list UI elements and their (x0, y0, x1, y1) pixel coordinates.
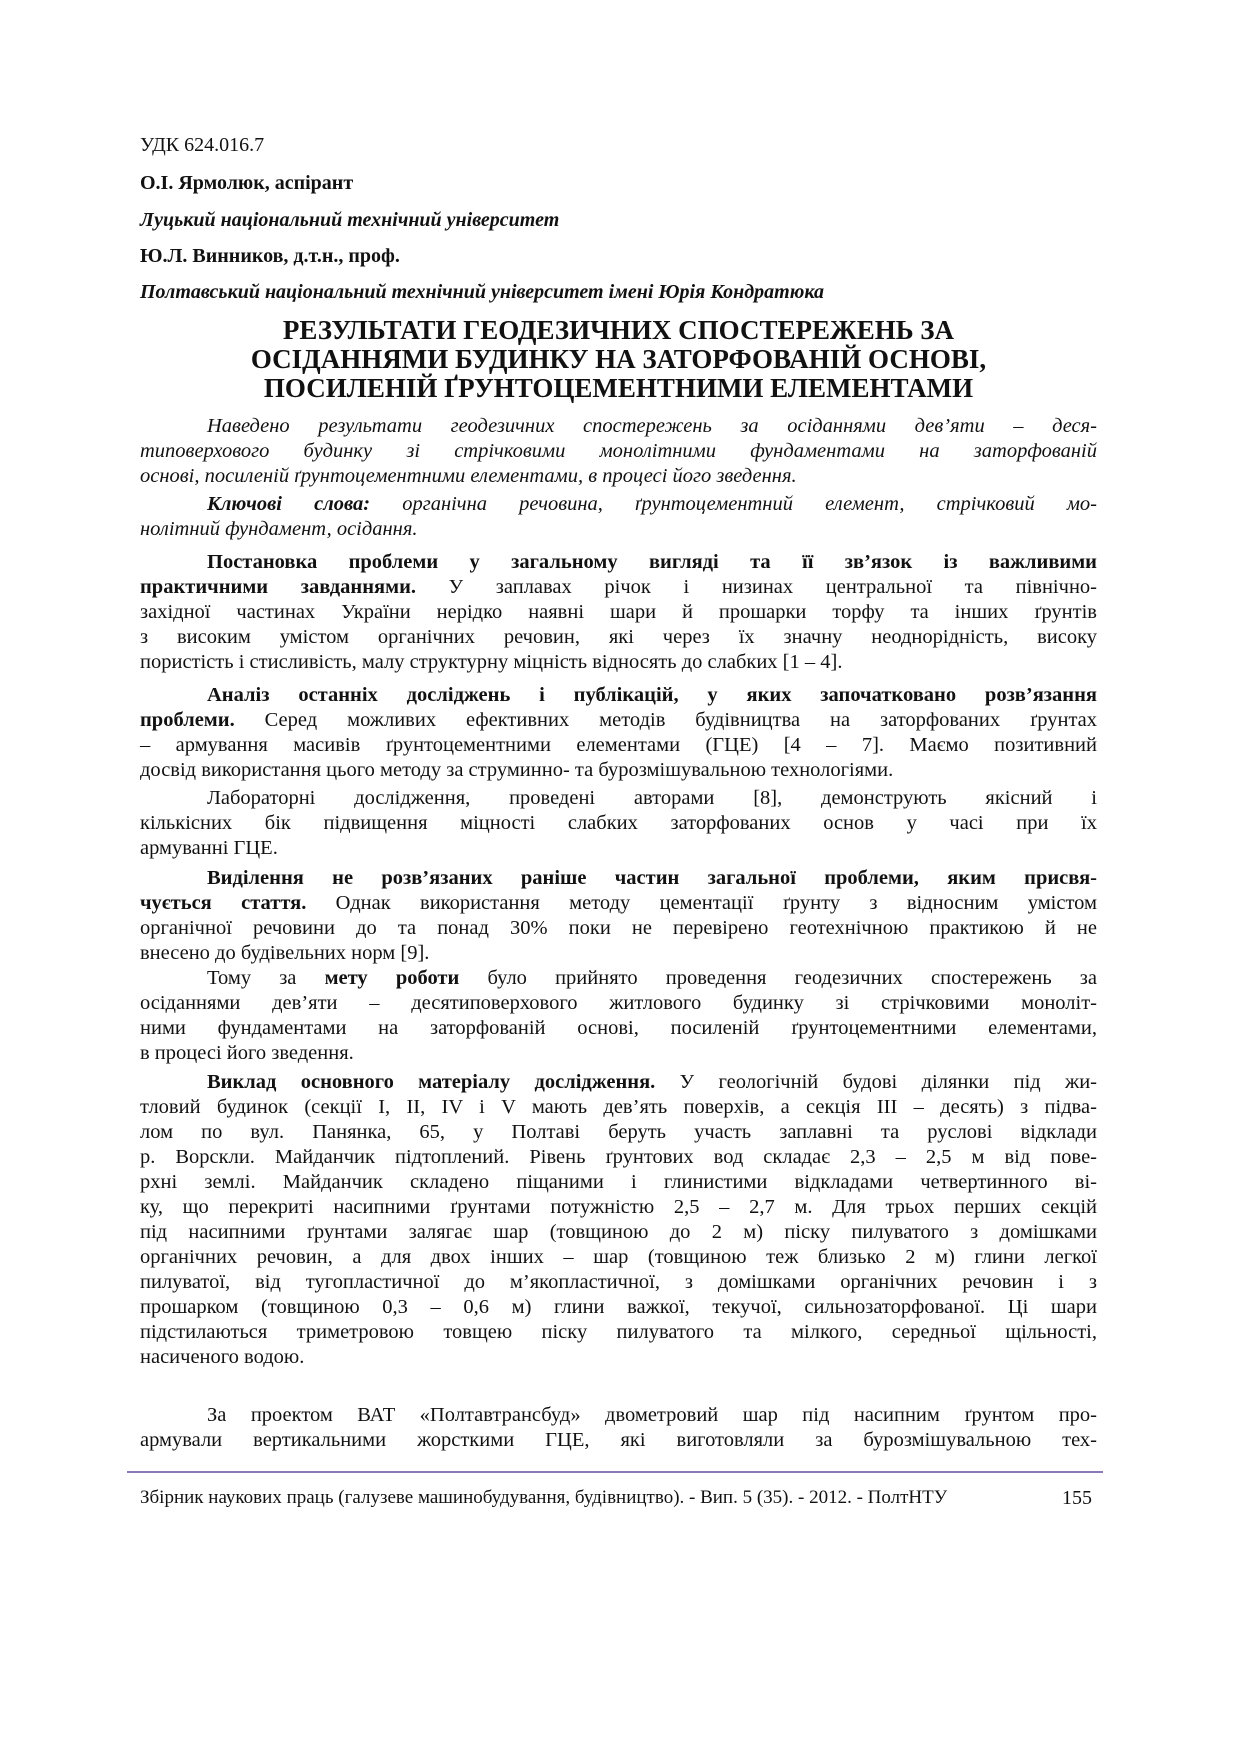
text-line (140, 786, 1097, 811)
text-line (140, 1320, 1097, 1345)
text-line (140, 683, 1097, 708)
text-run: ними фундаментами на заторфованій основі, посиленій ґрунтоцементними елементами, (140, 1017, 1097, 1039)
text-run: в процесі його зведення. (140, 1042, 354, 1064)
paragraph-unsolved-parts (140, 866, 1097, 966)
journal-footer: Збірник наукових праць (галузеве машинобудування, будівництво). - Вип. 5 (35). - 2012. - ПолтНТУ (140, 1487, 948, 1508)
bold-run: Ключові слова: (207, 493, 371, 515)
bold-run: Виклад основного матеріалу дослідження. (207, 1071, 656, 1093)
text-line (140, 1041, 1097, 1066)
text-line (140, 1295, 1097, 1320)
text-line (140, 836, 1097, 861)
text-run: насиченого водою. (140, 1346, 305, 1368)
text-line (140, 966, 1097, 991)
text-run: під насипними ґрунтами залягає шар (товщиною до 2 м) піску пилуватого з домішками (140, 1221, 1097, 1243)
text-line (140, 1345, 1097, 1370)
bold-run: проблеми. (140, 709, 235, 731)
title-line: РЕЗУЛЬТАТИ ГЕОДЕЗИЧНИХ СПОСТЕРЕЖЕНЬ ЗА (282, 315, 955, 345)
paragraph-work-goal (140, 966, 1097, 1066)
text-line (140, 941, 1097, 966)
text-run: Лабораторні дослідження, проведені авторами [8], демонструють якісний і (207, 787, 1097, 809)
title-line: ПОСИЛЕНІЙ ҐРУНТОЦЕМЕНТНИМИ ЕЛЕМЕНТАМИ (263, 373, 974, 403)
bold-run: Постановка проблеми у загальному вигляді та її зв’язок із важливими (207, 551, 1097, 573)
author-1: О.І. Ярмолюк, аспірант (140, 172, 354, 194)
text-line (140, 650, 1097, 675)
bold-run: мету роботи (324, 967, 460, 989)
paragraph-main-material (140, 1070, 1097, 1370)
text-run: Однак використання методу цементації ґрунту з відносним умістом (306, 892, 1097, 914)
text-line (140, 600, 1097, 625)
paragraph-project-description (140, 1403, 1097, 1453)
text-line (140, 1220, 1097, 1245)
text-run: нолітний фундамент, осідання. (140, 518, 418, 540)
paragraph-literature-review (140, 683, 1097, 783)
text-run: У геологічній будові ділянки під жи- (655, 1071, 1097, 1093)
text-line (140, 891, 1097, 916)
text-run: органічних речовин, а для двох інших – шар (товщиною теж близько 2 м) глини легкої (140, 1246, 1097, 1268)
author-2: Ю.Л. Винников, д.т.н., проф. (140, 245, 400, 267)
text-line (140, 811, 1097, 836)
page-number: 155 (1062, 1487, 1092, 1509)
text-run: У заплавах річок і низинах центральної та північно- (416, 576, 1097, 598)
text-line (140, 1070, 1097, 1095)
text-run: пилуватої, від тугопластичної до м’якопластичної, з домішками органічних речовин і з (140, 1271, 1097, 1293)
text-run: осіданнями дев’яти – десятиповерхового житлового будинку зі стрічковими моноліт- (140, 992, 1097, 1014)
text-run: з високим умістом органічних речовин, які через їх значну неоднорідність, високу (140, 626, 1097, 648)
text-run: лом по вул. Панянка, 65, у Полтаві беруть участь заплавні та руслові відклади (140, 1121, 1097, 1143)
text-line (140, 708, 1097, 733)
text-run: ку, що перекриті насипними ґрунтами потужністю 2,5 – 2,7 м. Для трьох перших секцій (140, 1196, 1097, 1218)
footer-divider (127, 1471, 1103, 1473)
text-run: р. Ворскли. Майданчик підтоплений. Рівень ґрунтових вод складає 2,3 – 2,5 м від пове- (140, 1146, 1097, 1168)
bold-run: практичними завданнями. (140, 576, 417, 598)
text-line (140, 1120, 1097, 1145)
text-run: Наведено результати геодезичних спостережень за осіданнями дев’яти – деся- (207, 415, 1097, 437)
article-title (140, 316, 1097, 403)
text-line (140, 1095, 1097, 1120)
bold-run: чується стаття. (140, 892, 307, 914)
text-run: тловий будинок (секції І, ІІ, IV і V мають дев’ять поверхів, а секція ІІІ – десять) з підва- (140, 1096, 1097, 1118)
text-run: армували вертикальними жорсткими ГЦЕ, які виготовляли за бурозмішувальною тех- (140, 1429, 1097, 1451)
text-line (140, 991, 1097, 1016)
text-line (140, 1428, 1097, 1453)
paragraph-lab-studies (140, 786, 1097, 861)
title-line: ОСІДАННЯМИ БУДИНКУ НА ЗАТОРФОВАНІЙ ОСНОВІ, (250, 344, 987, 374)
text-line (140, 733, 1097, 758)
text-line (140, 414, 1097, 439)
text-line (140, 439, 1097, 464)
text-line (140, 1170, 1097, 1195)
text-run: – армування масивів ґрунтоцементними елементами (ГЦЕ) [4 – 7]. Маємо позитивний (140, 734, 1097, 756)
text-run: Тому за (207, 967, 325, 989)
text-line (140, 464, 1097, 489)
text-line (140, 1145, 1097, 1170)
text-line (140, 1016, 1097, 1041)
text-line (140, 1403, 1097, 1428)
text-run: органічної речовини до та понад 30% поки не перевірено геотехнічною практикою й не (140, 917, 1097, 939)
text-run: основі, посиленій ґрунтоцементними елементами, в процесі його зведення. (140, 465, 797, 487)
text-line (140, 866, 1097, 891)
text-run: західної частинах України нерідко наявні шари й прошарки торфу та інших ґрунтів (140, 601, 1097, 623)
paragraph-keywords (140, 492, 1097, 542)
bold-run: Аналіз останніх досліджень і публікацій, у яких започатковано розв’язання (207, 684, 1097, 706)
text-line (140, 916, 1097, 941)
paragraph-abstract (140, 414, 1097, 489)
text-line (140, 575, 1097, 600)
paragraph-problem-statement (140, 550, 1097, 675)
text-run: За проектом ВАТ «Полтавтрансбуд» двометровий шар під насипним ґрунтом про- (207, 1404, 1097, 1426)
text-line (140, 1270, 1097, 1295)
bold-run: Виділення не розв’язаних раніше частин загальної проблеми, яким присвя- (207, 867, 1097, 889)
text-run: органічна речовина, ґрунтоцементний елемент, стрічковий мо- (370, 493, 1097, 515)
text-run: кількісних бік підвищення міцності слабких заторфованих основ у часі при їх (140, 812, 1097, 834)
affiliation-2: Полтавський національний технічний університет імені Юрія Кондратюка (140, 281, 824, 303)
text-line (140, 625, 1097, 650)
text-line (140, 517, 1097, 542)
text-run: типоверхового будинку зі стрічковими монолітними фундаментами на заторфованій (140, 440, 1097, 462)
text-run: Серед можливих ефективних методів будівництва на заторфованих ґрунтах (234, 709, 1097, 731)
udk-code: УДК 624.016.7 (140, 134, 265, 156)
affiliation-1: Луцький національний технічний університет (140, 209, 560, 231)
text-run: досвід використання цього методу за струминно- та бурозмішувальною технологіями. (140, 759, 894, 781)
text-run: внесено до будівельних норм [9]. (140, 942, 430, 964)
text-run: пористість і стисливість, малу структурну міцність відносять до слабких [1 – 4]. (140, 651, 843, 673)
text-run: прошарком (товщиною 0,3 – 0,6 м) глини важкої, текучої, сильнозаторфованої. Ці шари (140, 1296, 1097, 1318)
text-line (140, 550, 1097, 575)
text-line (140, 1245, 1097, 1270)
text-line (140, 1195, 1097, 1220)
text-line (140, 758, 1097, 783)
text-line (140, 492, 1097, 517)
text-run: підстилаються триметровою товщею піску пилуватого та мілкого, середньої щільності, (140, 1321, 1097, 1343)
text-run: рхні землі. Майданчик складено піщаними і глинистими відкладами четвертинного ві- (140, 1171, 1097, 1193)
text-run: армуванні ГЦЕ. (140, 837, 278, 859)
text-run: було прийнято проведення геодезичних спостережень за (459, 967, 1098, 989)
